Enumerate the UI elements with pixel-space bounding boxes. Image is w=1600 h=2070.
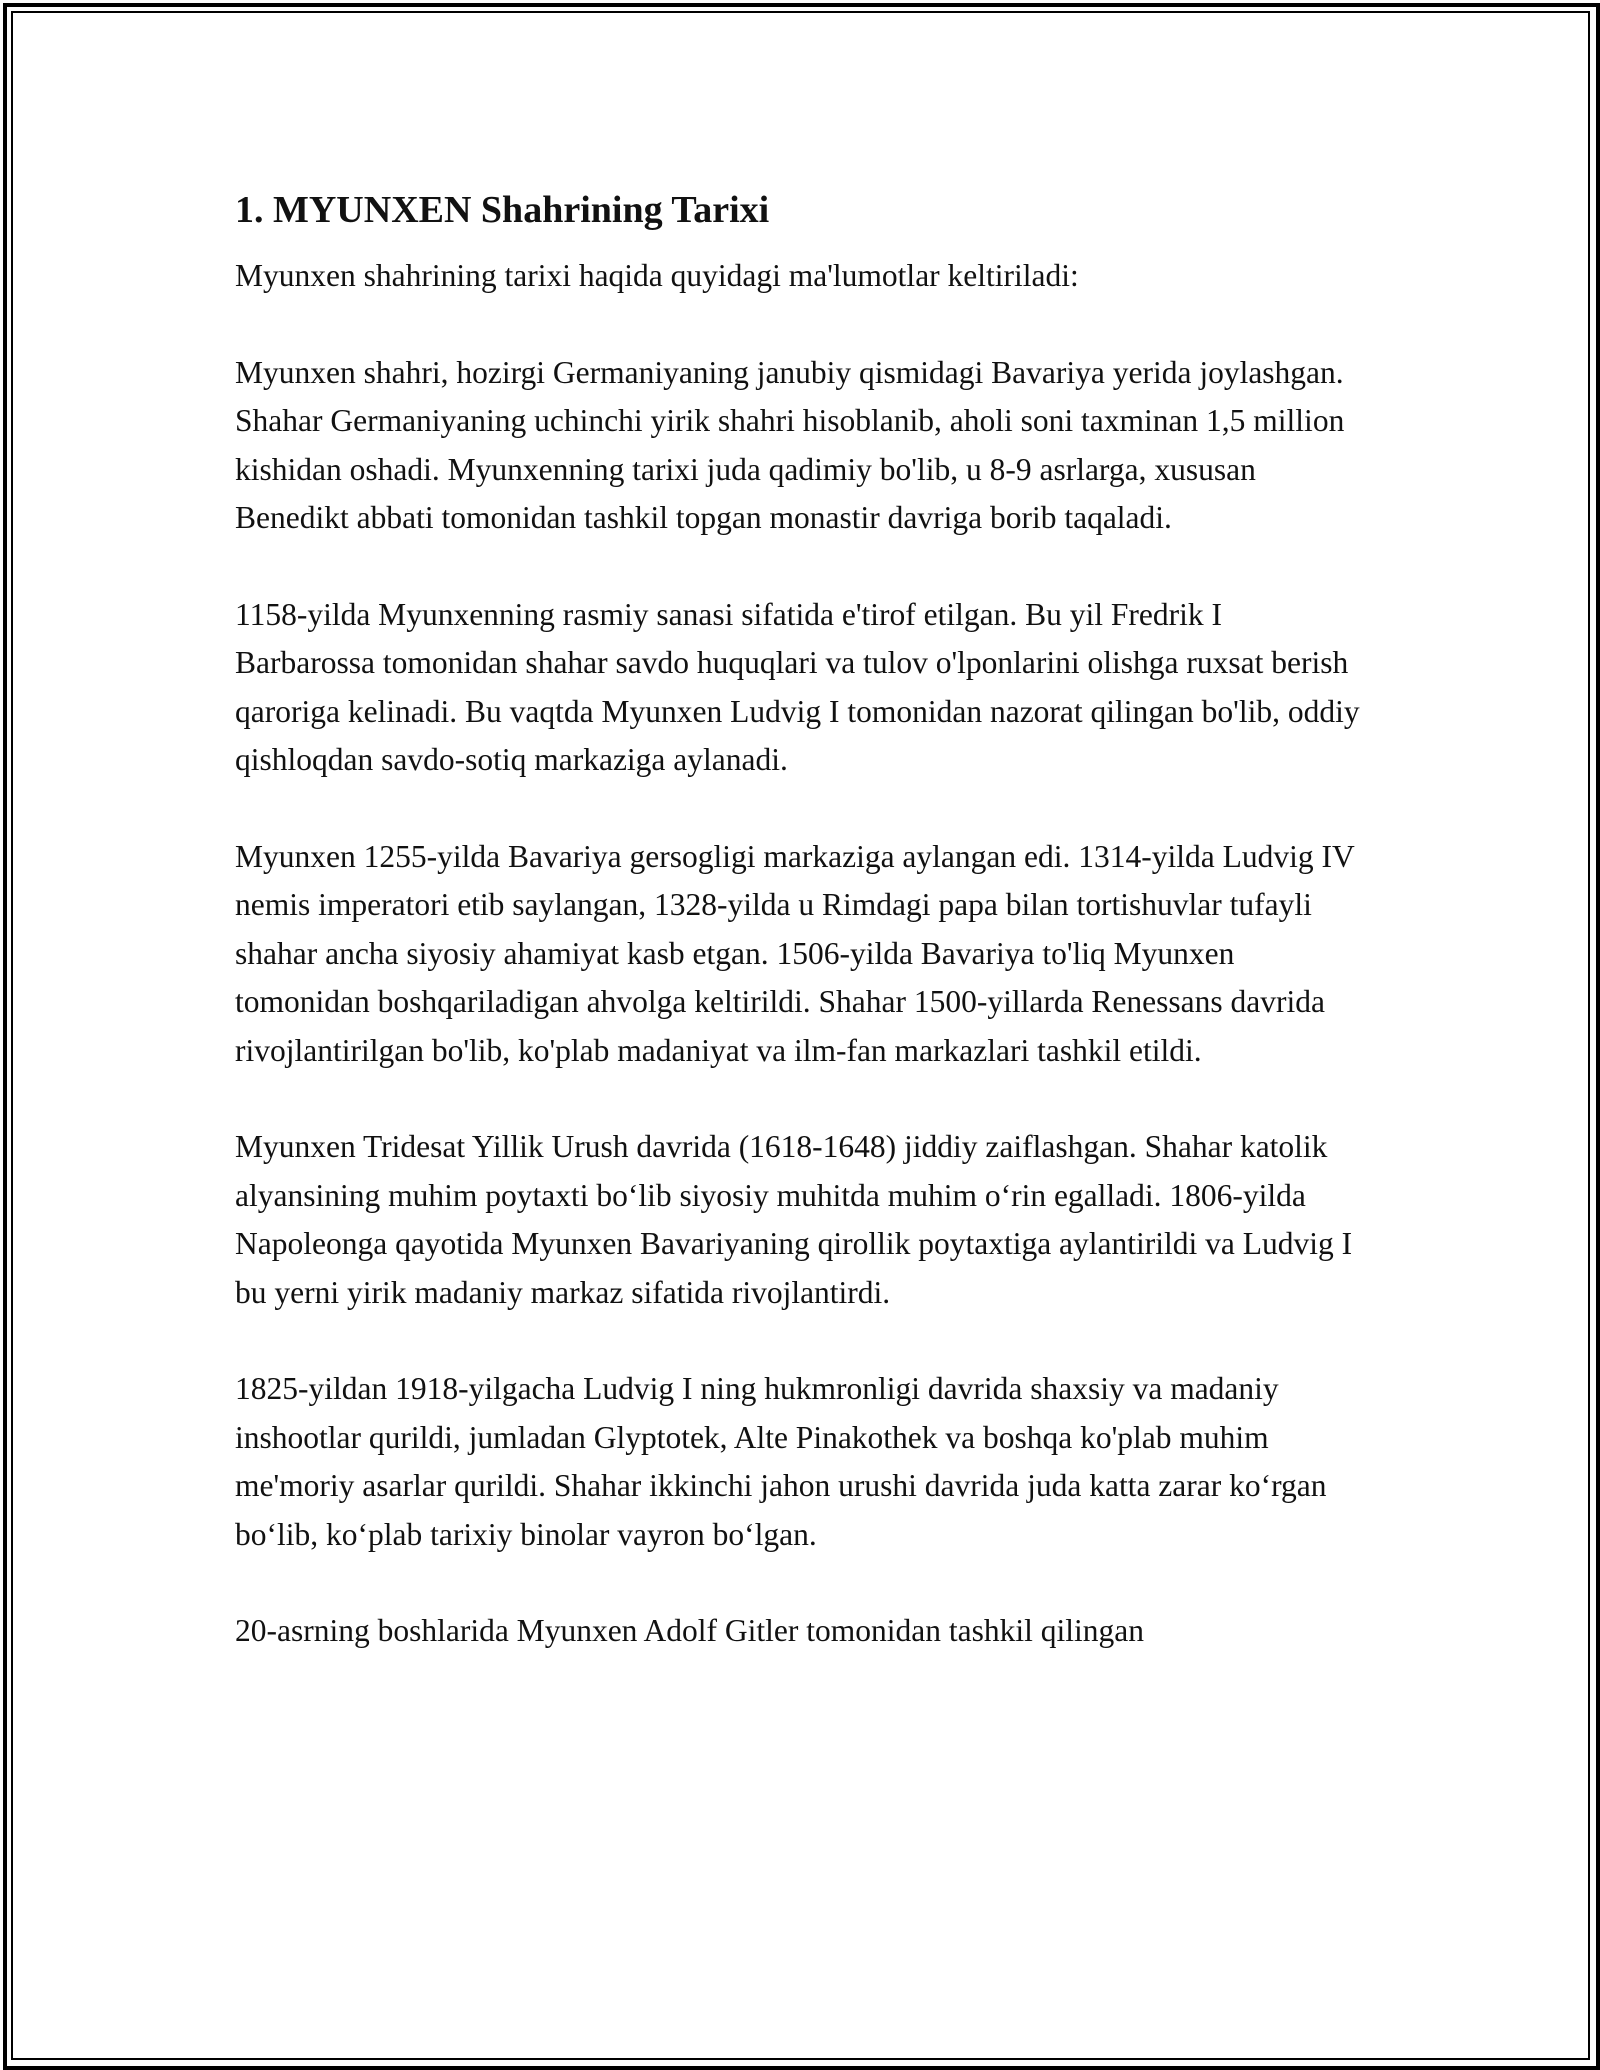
paragraph-3: Myunxen 1255-yilda Bavariya gersogligi markaziga aylangan edi. 1314-yilda Ludvig IV nemis imperatori etib saylangan, 1328-yilda u Rimdagi papa bilan tortishuvlar tufayli shahar ancha siyosiy ahamiyat kasb etgan. 1506-yilda Bavariya to'liq Myunxen tomonidan boshqariladigan ahvolga keltirildi. Shahar 1500-yillarda Renessans davrida rivojlantirilgan bo'lib, ko'plab madaniyat va ilm-fan markazlari tashkil etildi. [235, 838, 1355, 1068]
paragraph-2: 1158-yilda Myunxenning rasmiy sanasi sifatida e'tirof etilgan. Bu yil Fredrik I Barbarossa tomonidan shahar savdo huquqlari va tulov o'lponlarini olishga ruxsat berish qaroriga kelinadi. Bu vaqtda Myunxen Ludvig I tomonidan nazorat qilingan bo'lib, oddiy qishloqdan savdo-sotiq markaziga aylanadi. [235, 596, 1360, 777]
paragraph-4: Myunxen Tridesat Yillik Urush davrida (1618-1648) jiddiy zaiflashgan. Shahar katolik alyansining muhim poytaxti bo‘lib siyosiy muhitda muhim o‘rin egalladi. 1806-yilda Napoleonga qayotida Myunxen Bavariyaning qirollik poytaxtiga aylantirildi va Ludvig I bu yerni yirik madaniy markaz sifatida rivojlantirdi. [235, 1129, 1353, 1310]
paragraph-1: Myunxen shahri, hozirgi Germaniyaning janubiy qismidagi Bavariya yerida joylashgan. Shahar Germaniyaning uchinchi yirik shahri hisoblanib, aholi soni taxminan 1,5 million kishidan oshadi. Myunxenning tarixi juda qadimiy bo'lib, u 8-9 asrlarga, xususan Benedikt abbati tomonidan tashkil topgan monastir davriga borib taqaladi. [235, 354, 1345, 535]
paragraph-6: 20-asrning boshlarida Myunxen Adolf Gitler tomonidan tashkil qilingan [235, 1613, 1144, 1648]
paragraph-5: 1825-yildan 1918-yilgacha Ludvig I ning hukmronligi davrida shaxsiy va madaniy inshootlar qurildi, jumladan Glyptotek, Alte Pinakothek va boshqa ko'plab muhim me'moriy asarlar qurildi. Shahar ikkinchi jahon urushi davrida juda katta zarar ko‘rgan bo‘lib, ko‘plab tarixiy binolar vayron bo‘lgan. [235, 1371, 1327, 1552]
document-body [235, 186, 1365, 1704]
document-title: 1. MYUNXEN Shahrining Tarixi [235, 189, 770, 231]
intro-paragraph: Myunxen shahrining tarixi haqida quyidagi ma'lumotlar keltiriladi: [235, 258, 1079, 293]
